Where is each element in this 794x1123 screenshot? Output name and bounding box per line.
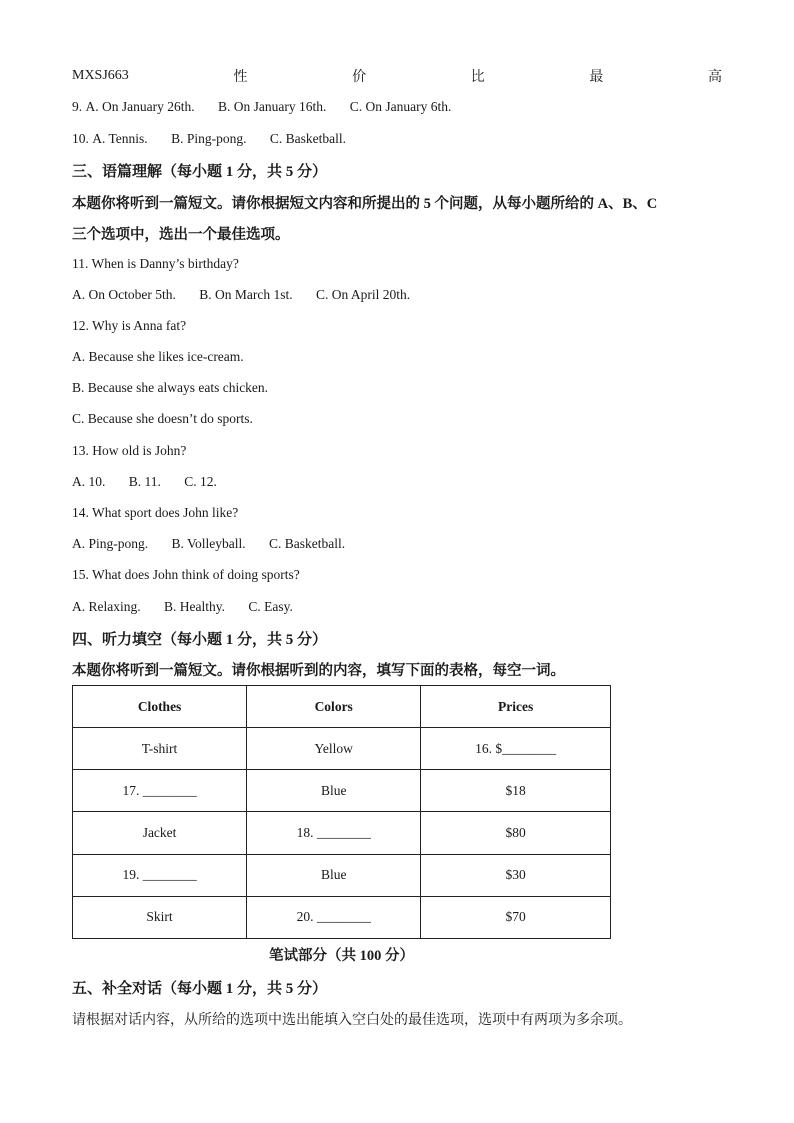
clothes-table — [72, 685, 611, 939]
table-row — [73, 728, 611, 770]
section-3-instruction: 本题你将听到一篇短文。请你根据短文内容和所提出的 5 个问题，从每小题所给的 A、B、C — [72, 196, 658, 212]
section-4-title: 四、听力填空（每小题 1 分，共 5 分） — [72, 632, 328, 648]
question-13: 13. How old is John? — [72, 443, 187, 458]
table-cell: Blue — [247, 854, 421, 896]
table-cell: $18 — [421, 770, 611, 812]
written-part-title: 笔试部分（共 100 分） — [269, 948, 414, 964]
table-cell: 16. $________ — [421, 728, 611, 770]
column-header: Colors — [247, 686, 421, 728]
option-a: A. On January 26th. — [85, 99, 195, 114]
table-cell: 18. ________ — [247, 812, 421, 854]
question-number: 10. — [72, 131, 89, 146]
table-cell: Yellow — [247, 728, 421, 770]
option-c: C. Basketball. — [269, 536, 346, 551]
option-b: B. Because she always eats chicken. — [72, 380, 269, 395]
section-5-title: 五、补全对话（每小题 1 分，共 5 分） — [72, 981, 328, 997]
table-cell: 19. ________ — [73, 854, 247, 896]
table-cell: T-shirt — [73, 728, 247, 770]
column-header: Clothes — [73, 686, 247, 728]
option-a: A. On October 5th. — [72, 287, 176, 302]
option-b: B. Healthy. — [164, 599, 225, 614]
question-15-options — [72, 599, 293, 615]
option-c: C. On January 6th. — [349, 99, 452, 114]
section-4-instruction: 本题你将听到一篇短文。请你根据听到的内容，填写下面的表格，每空一词。 — [72, 663, 565, 679]
question-14: 14. What sport does John like? — [72, 505, 239, 520]
question-number: 9. — [72, 99, 83, 114]
option-b: B. Ping-pong. — [171, 131, 247, 146]
table-cell: Jacket — [73, 812, 247, 854]
header-char: 性 — [233, 70, 248, 85]
header-char: 比 — [470, 70, 485, 85]
table-cell: $70 — [421, 896, 611, 938]
section-5-instruction: 请根据对话内容，从所给的选项中选出能填入空白处的最佳选项，选项中有两项为多余项。 — [72, 1013, 632, 1028]
option-a: A. Because she likes ice-cream. — [72, 349, 244, 364]
question-12: 12. Why is Anna fat? — [72, 318, 187, 333]
question-11-options — [72, 287, 410, 303]
header-char: 最 — [589, 70, 604, 85]
option-a: A. Ping-pong. — [72, 536, 149, 551]
header-char: 价 — [352, 70, 367, 85]
question-11: 11. When is Danny’s birthday? — [72, 256, 239, 271]
table-header-row — [73, 686, 611, 728]
option-a: A. Relaxing. — [72, 599, 141, 614]
option-b: B. 11. — [128, 474, 161, 489]
section-3-title: 三、语篇理解（每小题 1 分，共 5 分） — [72, 164, 328, 180]
option-c: C. Easy. — [248, 599, 293, 614]
option-c: C. 12. — [184, 474, 217, 489]
table-cell: 17. ________ — [73, 770, 247, 812]
option-c: C. Because she doesn’t do sports. — [72, 411, 253, 426]
header-char: 高 — [708, 70, 722, 85]
table-cell: Blue — [247, 770, 421, 812]
question-9-options — [72, 99, 451, 115]
table-cell: $80 — [421, 812, 611, 854]
option-c: C. Basketball. — [269, 131, 346, 146]
table-row — [73, 812, 611, 854]
question-15: 15. What does John think of doing sports? — [72, 567, 300, 582]
table-row — [73, 854, 611, 896]
question-14-options — [72, 536, 345, 552]
option-a: A. Tennis. — [92, 131, 148, 146]
option-b: B. Volleyball. — [171, 536, 246, 551]
table-row — [73, 770, 611, 812]
option-c: C. On April 20th. — [315, 287, 411, 302]
question-10-options — [72, 131, 346, 147]
option-a: A. 10. — [72, 474, 106, 489]
header-code: MXSJ663 — [72, 68, 129, 83]
page-header — [72, 66, 722, 86]
table-cell: Skirt — [73, 896, 247, 938]
table-row — [73, 896, 611, 938]
option-b: B. On January 16th. — [217, 99, 327, 114]
table-cell: 20. ________ — [247, 896, 421, 938]
column-header: Prices — [421, 686, 611, 728]
section-3-instruction-cont: 三个选项中，选出一个最佳选项。 — [72, 227, 290, 243]
table-cell: $30 — [421, 854, 611, 896]
question-13-options — [72, 474, 217, 490]
option-b: B. On March 1st. — [199, 287, 293, 302]
